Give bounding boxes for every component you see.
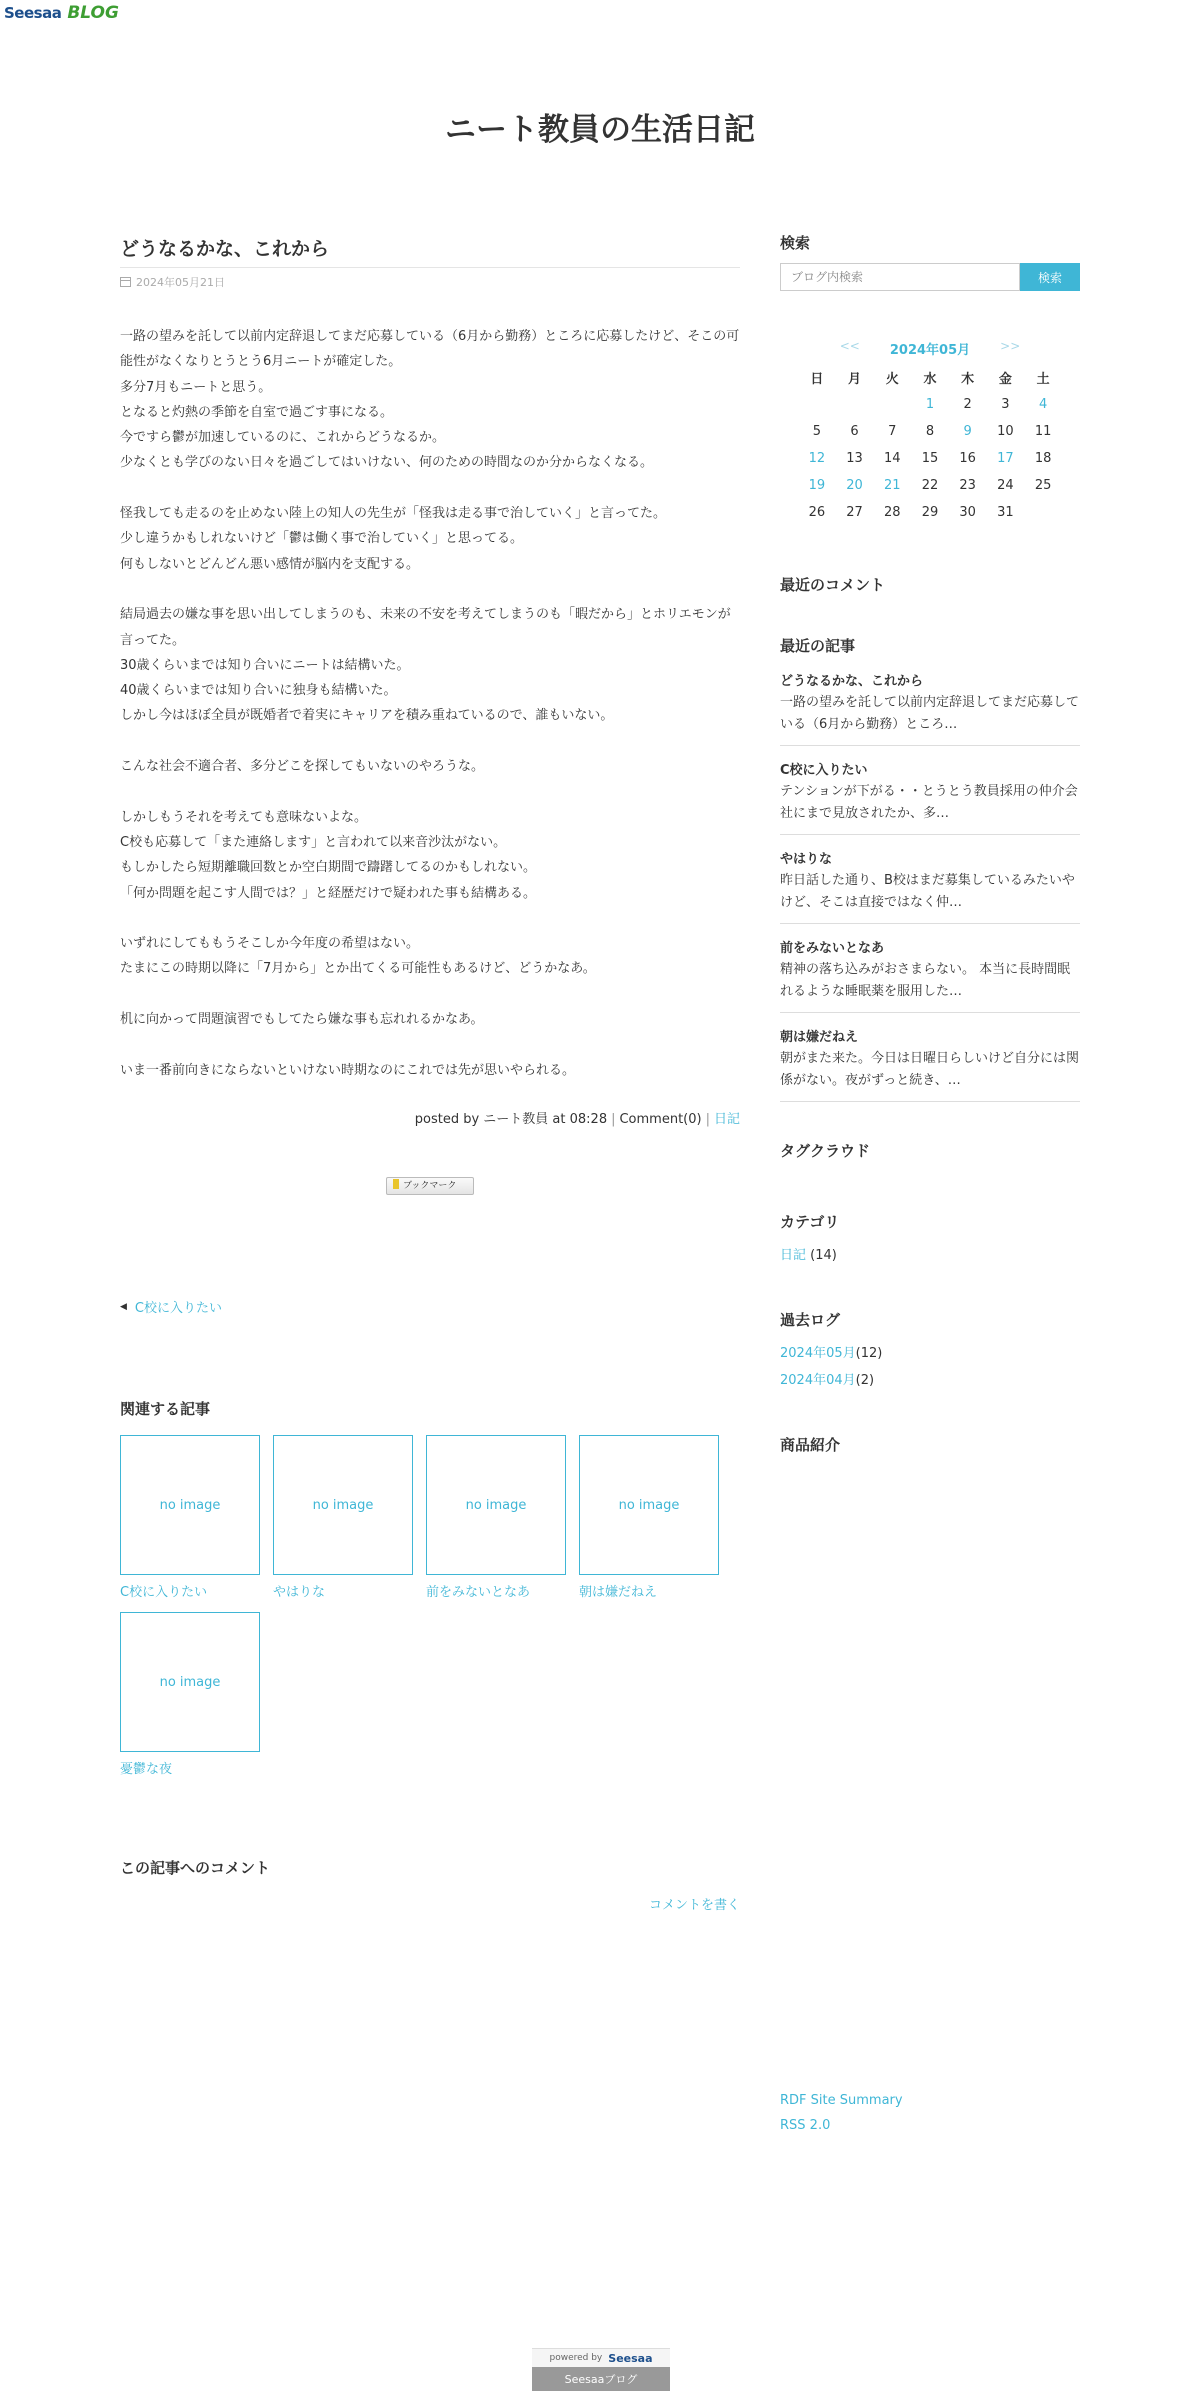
calendar-day: 18 bbox=[1034, 451, 1052, 466]
calendar-day: 10 bbox=[997, 424, 1014, 439]
footer-badge[interactable] bbox=[532, 2348, 670, 2391]
calendar-week bbox=[798, 418, 1062, 445]
post-paragraph: いずれにしてももうそこしか今年度の希望はない。 たまにこの時期以降に「7月から」とか出てくる可能性もあるけど、どうかなあ。 bbox=[120, 936, 596, 977]
recent-post-title-link[interactable]: C校に入りたい bbox=[780, 763, 868, 778]
products-heading: 商品紹介 bbox=[780, 1436, 841, 1454]
recent-post-item bbox=[780, 937, 1080, 1013]
rss-feed-link[interactable]: RSS 2.0 bbox=[780, 2118, 831, 2133]
calendar-day: 5 bbox=[812, 424, 821, 439]
calendar-week bbox=[798, 445, 1062, 472]
archive-item-link[interactable]: 2024年05月 bbox=[780, 1346, 856, 1361]
calendar-day: 27 bbox=[846, 505, 863, 520]
calendar-day: 3 bbox=[1001, 397, 1010, 412]
rdf-feed-link[interactable]: RDF Site Summary bbox=[780, 2093, 903, 2108]
calendar-day bbox=[873, 391, 911, 418]
archives-heading: 過去ログ bbox=[780, 1311, 841, 1329]
related-item[interactable] bbox=[120, 1435, 260, 1600]
calendar-day-link[interactable]: 12 bbox=[808, 451, 826, 466]
recent-post-snippet: テンションが下がる・・とうとう教員採用の仲介会社にまで見放されたか、多… bbox=[780, 784, 1078, 821]
category-item-count: (14) bbox=[810, 1248, 837, 1263]
seesaa-blog-logo[interactable] bbox=[4, 2, 119, 24]
powered-by-text: powered by bbox=[549, 2353, 603, 2363]
calendar-day-link[interactable]: 21 bbox=[883, 478, 901, 493]
calendar-day bbox=[798, 391, 836, 418]
calendar-day: 22 bbox=[921, 478, 939, 493]
calendar-day: 11 bbox=[1034, 424, 1052, 439]
category-link[interactable]: 日記 bbox=[713, 1112, 740, 1128]
site-title[interactable]: ニート教員の生活日記 bbox=[445, 112, 755, 148]
calendar-day-link[interactable]: 1 bbox=[925, 397, 935, 412]
recent-post-title-link[interactable]: どうなるかな、これから bbox=[780, 674, 924, 689]
search-button[interactable]: 検索 bbox=[1020, 263, 1080, 291]
related-thumbnail[interactable]: no image bbox=[579, 1435, 719, 1575]
recent-post-item bbox=[780, 848, 1080, 924]
related-thumbnail[interactable]: no image bbox=[273, 1435, 413, 1575]
tag-cloud bbox=[780, 1140, 1080, 1161]
calendar-icon bbox=[120, 277, 131, 287]
calendar-day: 29 bbox=[921, 505, 939, 520]
related-thumbnail[interactable]: no image bbox=[120, 1435, 260, 1575]
calendar-day-link[interactable]: 20 bbox=[846, 478, 863, 493]
bookmark-icon bbox=[393, 1179, 399, 1189]
comment-count-link[interactable]: Comment(0) bbox=[619, 1112, 702, 1128]
categories bbox=[780, 1211, 1080, 1263]
products bbox=[780, 1434, 1080, 1455]
related-title-link[interactable]: やはりな bbox=[273, 1585, 326, 1601]
prev-post-nav bbox=[120, 1297, 740, 1316]
recent-comments bbox=[780, 574, 1080, 595]
calendar-prev-link[interactable]: << bbox=[839, 339, 860, 353]
calendar-day-link[interactable]: 17 bbox=[997, 451, 1014, 466]
powered-by bbox=[532, 2348, 670, 2367]
calendar-month-link[interactable]: 2024年05月 bbox=[889, 343, 971, 358]
post-paragraph: 結局過去の嫌な事を思い出してしまうのも、未来の不安を考えてしまうのも「暇だから」とホリエモンが言ってた。 30歳くらいまでは知り合いにニートは結構いた。 40歳くらいまでは知り合いに独身も結構いた。 しかし今はほぼ全員が既婚者で着実にキャリアを積み重ねているので、誰もいない。 bbox=[120, 607, 731, 724]
powered-by-brand: Seesaa bbox=[608, 2351, 653, 2365]
calendar-day: 31 bbox=[997, 505, 1014, 520]
post-body bbox=[120, 324, 740, 1083]
related-grid bbox=[120, 1435, 740, 1789]
calendar-day: 2 bbox=[963, 397, 972, 412]
calendar-next-link[interactable]: >> bbox=[1000, 339, 1021, 353]
calendar-day: 23 bbox=[959, 478, 976, 493]
calendar-day bbox=[1024, 499, 1062, 526]
calendar-weekday: 木 bbox=[961, 372, 975, 387]
bookmark-button[interactable] bbox=[386, 1177, 474, 1195]
related-heading: 関連する記事 bbox=[120, 1400, 211, 1419]
calendar-weekday: 土 bbox=[1036, 372, 1050, 387]
tag-cloud-heading: タグクラウド bbox=[780, 1142, 871, 1160]
related-item[interactable] bbox=[426, 1435, 566, 1600]
post-paragraph: しかしもうそれを考えても意味ないよな。 C校も応募して「また連絡します」と言われて以来音沙汰がない。 もしかしたら短期離職回数とか空白期間で躊躇してるのかもしれない。 「何か問題を起こす人間では？」と経歴だけで疑われた事も結構ある。 bbox=[120, 809, 537, 901]
calendar-day-link[interactable]: 4 bbox=[1038, 397, 1048, 412]
calendar-day: 16 bbox=[959, 451, 976, 466]
category-item bbox=[780, 1244, 1080, 1263]
related-title-link[interactable]: C校に入りたい bbox=[120, 1585, 208, 1601]
related-item[interactable] bbox=[120, 1612, 260, 1777]
calendar-day: 30 bbox=[959, 505, 976, 520]
related-thumbnail[interactable]: no image bbox=[426, 1435, 566, 1575]
archive-item-count: (2) bbox=[855, 1373, 875, 1388]
recent-post-title-link[interactable]: やはりな bbox=[780, 852, 833, 867]
calendar-day: 6 bbox=[850, 424, 859, 439]
related-item[interactable] bbox=[579, 1435, 719, 1600]
calendar-day-link[interactable]: 9 bbox=[963, 424, 972, 439]
calendar-day: 13 bbox=[846, 451, 863, 466]
recent-posts-heading: 最近の記事 bbox=[780, 637, 856, 655]
recent-post-item bbox=[780, 1026, 1080, 1102]
posted-by: posted by ニート教員 at 08:28 bbox=[414, 1112, 608, 1128]
search-input[interactable] bbox=[780, 263, 1020, 291]
archive-item-link[interactable]: 2024年04月 bbox=[780, 1373, 856, 1388]
calendar-weekday: 月 bbox=[848, 372, 862, 387]
related-posts bbox=[120, 1398, 740, 1789]
blog-logo-text: BLOG bbox=[67, 3, 119, 23]
calendar-weekday: 水 bbox=[923, 372, 937, 387]
calendar-header bbox=[798, 339, 1062, 358]
recent-posts-list bbox=[780, 670, 1080, 1102]
recent-posts bbox=[780, 635, 1080, 1102]
write-comment-link[interactable]: コメントを書く bbox=[648, 1898, 740, 1914]
archive-item bbox=[780, 1342, 1080, 1361]
related-thumbnail[interactable]: no image bbox=[120, 1612, 260, 1752]
post-paragraph: こんな社会不適合者、多分どこを探してもいないのやろうな。 bbox=[120, 759, 485, 775]
main-content bbox=[120, 232, 740, 1913]
recent-post-title-link[interactable]: 前をみないとなあ bbox=[780, 941, 885, 956]
recent-post-title-link[interactable]: 朝は嫌だねえ bbox=[780, 1030, 859, 1045]
post-paragraph: 怪我しても走るのを止めない陸上の知人の先生が「怪我は走る事で治していく」と言ってた。 少し違うかもしれないけど「鬱は働く事で治していく」と思ってる。 何もしないとどんどん悪い感情が脳内を支配する。 bbox=[120, 506, 667, 572]
calendar-day: 25 bbox=[1034, 478, 1052, 493]
recent-post-item bbox=[780, 759, 1080, 835]
calendar-week bbox=[798, 391, 1062, 418]
calendar bbox=[798, 339, 1062, 526]
prev-post-link[interactable]: C校に入りたい bbox=[134, 1301, 222, 1317]
related-item[interactable] bbox=[273, 1435, 413, 1600]
sidebar bbox=[780, 232, 1080, 1455]
related-title-link[interactable]: 前をみないとなあ bbox=[426, 1585, 531, 1601]
post-date-text: 2024年05月21日 bbox=[136, 276, 225, 289]
comments-heading: この記事へのコメント bbox=[120, 1859, 271, 1878]
calendar-day: 24 bbox=[997, 478, 1014, 493]
bookmark-label: ブックマーク bbox=[403, 1181, 457, 1192]
search-heading: 検索 bbox=[780, 234, 811, 252]
calendar-day: 15 bbox=[921, 451, 939, 466]
seesaa-logo-text: Seesaa bbox=[4, 4, 62, 22]
recent-post-item bbox=[780, 670, 1080, 746]
calendar-day-link[interactable]: 19 bbox=[808, 478, 826, 493]
calendar-week bbox=[798, 472, 1062, 499]
seesaa-blog-badge: Seesaaブログ bbox=[532, 2367, 670, 2391]
post-paragraph: 机に向かって問題演習でもしてたら嫌な事も忘れれるかなあ。 bbox=[120, 1012, 484, 1028]
feed-links bbox=[780, 2088, 903, 2138]
archive-item-count: (12) bbox=[855, 1346, 883, 1361]
recent-post-snippet: 昨日話した通り、B校はまだ募集しているみたいやけど、そこは直接ではなく仲… bbox=[780, 873, 1075, 910]
calendar-day: 7 bbox=[888, 424, 897, 439]
recent-comments-heading: 最近のコメント bbox=[780, 576, 886, 594]
archive-item bbox=[780, 1369, 1080, 1388]
post-title[interactable]: どうなるかな、これから bbox=[120, 234, 740, 268]
calendar-weekday: 金 bbox=[998, 372, 1012, 387]
calendar-weekday: 日 bbox=[810, 372, 824, 387]
search-form bbox=[780, 263, 1080, 291]
recent-post-snippet: 朝がまた来た。今日は日曜日らしいけど自分には関係がない。夜がずっと続き、… bbox=[780, 1051, 1080, 1088]
archives bbox=[780, 1309, 1080, 1388]
comments-section bbox=[120, 1857, 740, 1913]
calendar-table bbox=[798, 364, 1062, 526]
calendar-day: 26 bbox=[808, 505, 826, 520]
calendar-day: 14 bbox=[883, 451, 901, 466]
post-paragraph: いま一番前向きにならないといけない時期なのにこれでは先が思いやられる。 bbox=[120, 1062, 576, 1078]
categories-heading: カテゴリ bbox=[780, 1213, 840, 1231]
recent-post-snippet: 精神の落ち込みがおさまらない。 本当に長時間眠れるような睡眠薬を服用した… bbox=[780, 962, 1071, 999]
calendar-day: 28 bbox=[883, 505, 901, 520]
recent-post-snippet: 一路の望みを託して以前内定辞退してまだ応募している（6月から勤務）ところ… bbox=[780, 695, 1080, 732]
category-item-link[interactable]: 日記 bbox=[780, 1248, 807, 1263]
related-title-link[interactable]: 憂鬱な夜 bbox=[120, 1762, 173, 1778]
related-title-link[interactable]: 朝は嫌だねえ bbox=[579, 1585, 658, 1601]
calendar-day: 8 bbox=[925, 424, 935, 439]
post-paragraph: 一路の望みを託して以前内定辞退してまだ応募している（6月から勤務）ところに応募したけど、そこの可能性がなくなりとうとう6月ニートが確定した。 多分7月もニートと思う。 となると灼熱の季節を自室で過ごす事になる。 今ですら鬱が加速しているのに、これからどうなるか。 少なくとも学びのない日々を過ごしてはいけない、何のための時間なのか分からなくなる。 bbox=[120, 329, 740, 471]
post-footer: posted by ニート教員 at 08:28 | Comment(0) | 日記 bbox=[414, 1112, 740, 1128]
chevron-left-icon: ◀ bbox=[120, 1301, 127, 1312]
calendar-week bbox=[798, 499, 1062, 526]
post-date bbox=[120, 274, 740, 290]
calendar-weekday: 火 bbox=[885, 372, 899, 387]
calendar-day bbox=[836, 391, 874, 418]
